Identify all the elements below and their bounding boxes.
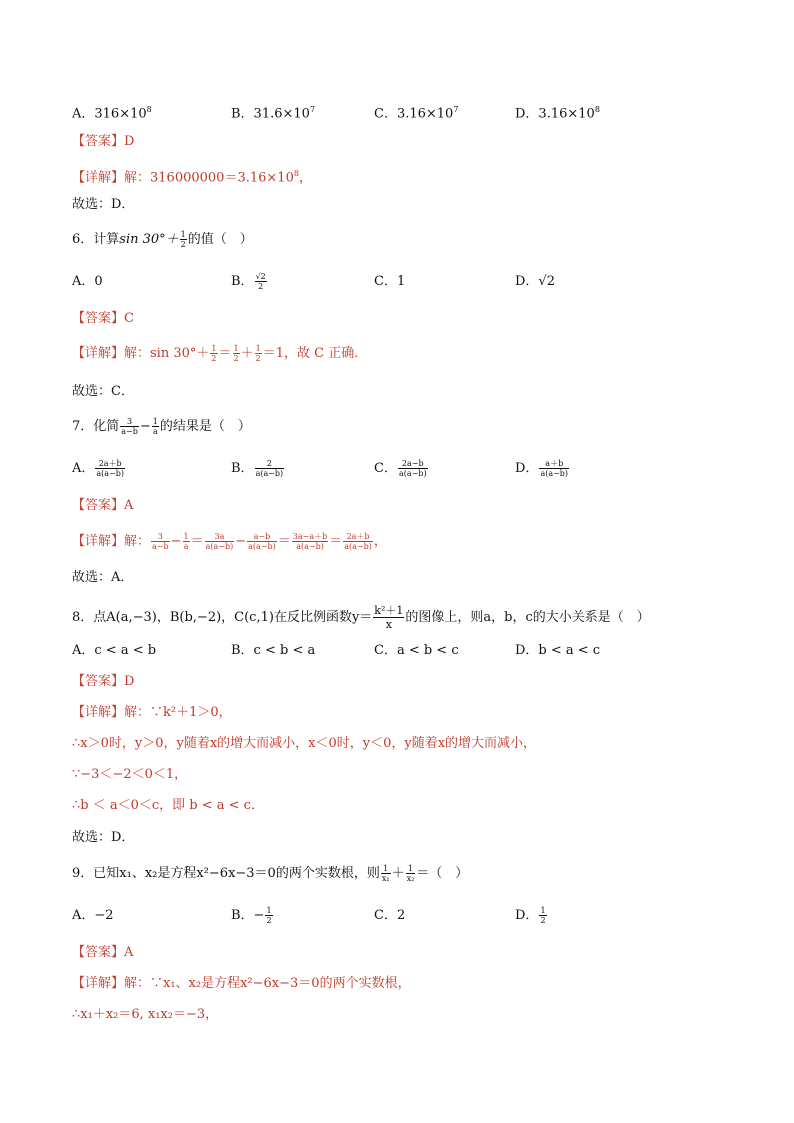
q8-option-a: A．c < a < b [72,643,157,658]
q6-option-d: D．√2 [515,274,555,289]
q6-detail: 【详解】解：sin 30°＋ $\frac{1}{2}$ ＝ $\frac{1}{2}$ ＋ $\frac{1}{2}$ ＝1，故 C 正确． [72,344,368,363]
q8-stem: 8．点A(a,−3)，B(b,−2)，C(c,1)在反比例函数y＝ $\frac{\text{k²＋1}}{x}$ 的图像上，则a，b，c的大小关系是（ ） [72,604,650,631]
q6-choose: 故选：C． [72,384,134,399]
q5-option-c: C．$3.16\times 10^7$ [374,105,459,122]
q8-option-c: C．a < b < c [374,643,459,658]
q9-option-b: B．− $\frac{1}{2}$ [231,906,272,925]
q8-answer: 【答案】D [72,674,135,689]
q7-option-a: A． $\frac{2a+b}{a(a-b)}$ [72,459,124,478]
q5-option-b: B．$31.6\times 10^7$ [231,105,316,122]
q5-detail: 【详解】解：$316000000=3.16\times 10^8$， [72,169,312,186]
q8-detail-line-2: ∴x＞0时，y＞0，y随着x的增大而减小，x＜0时，y＜0，y随着x的增大而减小， [72,736,537,751]
q6-half-fraction: $\frac{1}{2}$ [180,230,186,249]
q7-option-c: C． $\frac{2a-b}{a(a-b)}$ [374,459,427,478]
q6-option-a: A．0 [72,274,103,289]
q7-choose: 故选：A． [72,570,134,585]
q8-choose: 故选：D． [72,830,135,845]
q9-detail-line-2: ∴x₁＋x₂＝6, x₁x₂＝−3， [72,1007,219,1022]
q7-stem: 7．化简 $\frac{3}{a-b}$ − $\frac{1}{a}$ 的结果是（ ） [72,417,251,436]
q9-option-a: A．−2 [72,908,114,923]
q5-answer: 【答案】D [72,134,135,149]
q5-option-d: D．$3.16\times 10^8$ [515,105,600,122]
q7-option-b: B． $\frac{2}{a(a-b)}$ [231,459,284,478]
q9-option-c: C．2 [374,908,406,923]
q9-detail-line-1: 【详解】解：∵x₁、x₂是方程x²−6x−3＝0的两个实数根， [72,976,411,991]
q5-choose: 故选：D． [72,197,135,212]
q7-answer: 【答案】A [72,498,134,513]
q6-option-c: C．1 [374,274,406,289]
q7-detail: 【详解】解： $\frac{3}{a-b}$ − $\frac{1}{a}$ ＝ $\frac{3a}{a(a-b)}$ − $\frac{a-b}{a(a-b)}$ ＝ $\frac{3a-a+b}{a(a-b)}$ ＝ $\frac{2a+b}{a(a-b)}$ ， [72,532,387,551]
q5-option-a: A．$316\times 10^8$ [72,105,152,122]
q8-option-b: B．c < b < a [231,643,316,658]
q6-answer: 【答案】C [72,311,134,326]
q9-answer: 【答案】A [72,945,134,960]
q8-detail-line-1: 【详解】解：∵k²＋1＞0， [72,705,232,720]
q7-option-d: D． $\frac{a+b}{a(a-b)}$ [515,459,569,478]
q8-detail-line-4: ∴b ＜ a＜0＜c，即 b < a < c． [72,798,264,813]
q8-detail-line-3: ∵−3＜−2＜0＜1， [72,767,188,782]
q8-option-d: D．b < a < c [515,643,601,658]
q6-stem: 6．计算sin 30°＋ $\frac{1}{2}$ 的值（ ） [72,230,253,249]
q9-stem: 9．已知x₁、x₂是方程x²−6x−3＝0的两个实数根，则 $\frac{1}{\text{x₁}}$ ＋ $\frac{1}{\text{x₂}}$ ＝（ ） [72,864,469,883]
q9-option-d: D． $\frac{1}{2}$ [515,906,546,925]
q6-option-b: B． $\frac{√2}{2}$ [231,272,266,291]
